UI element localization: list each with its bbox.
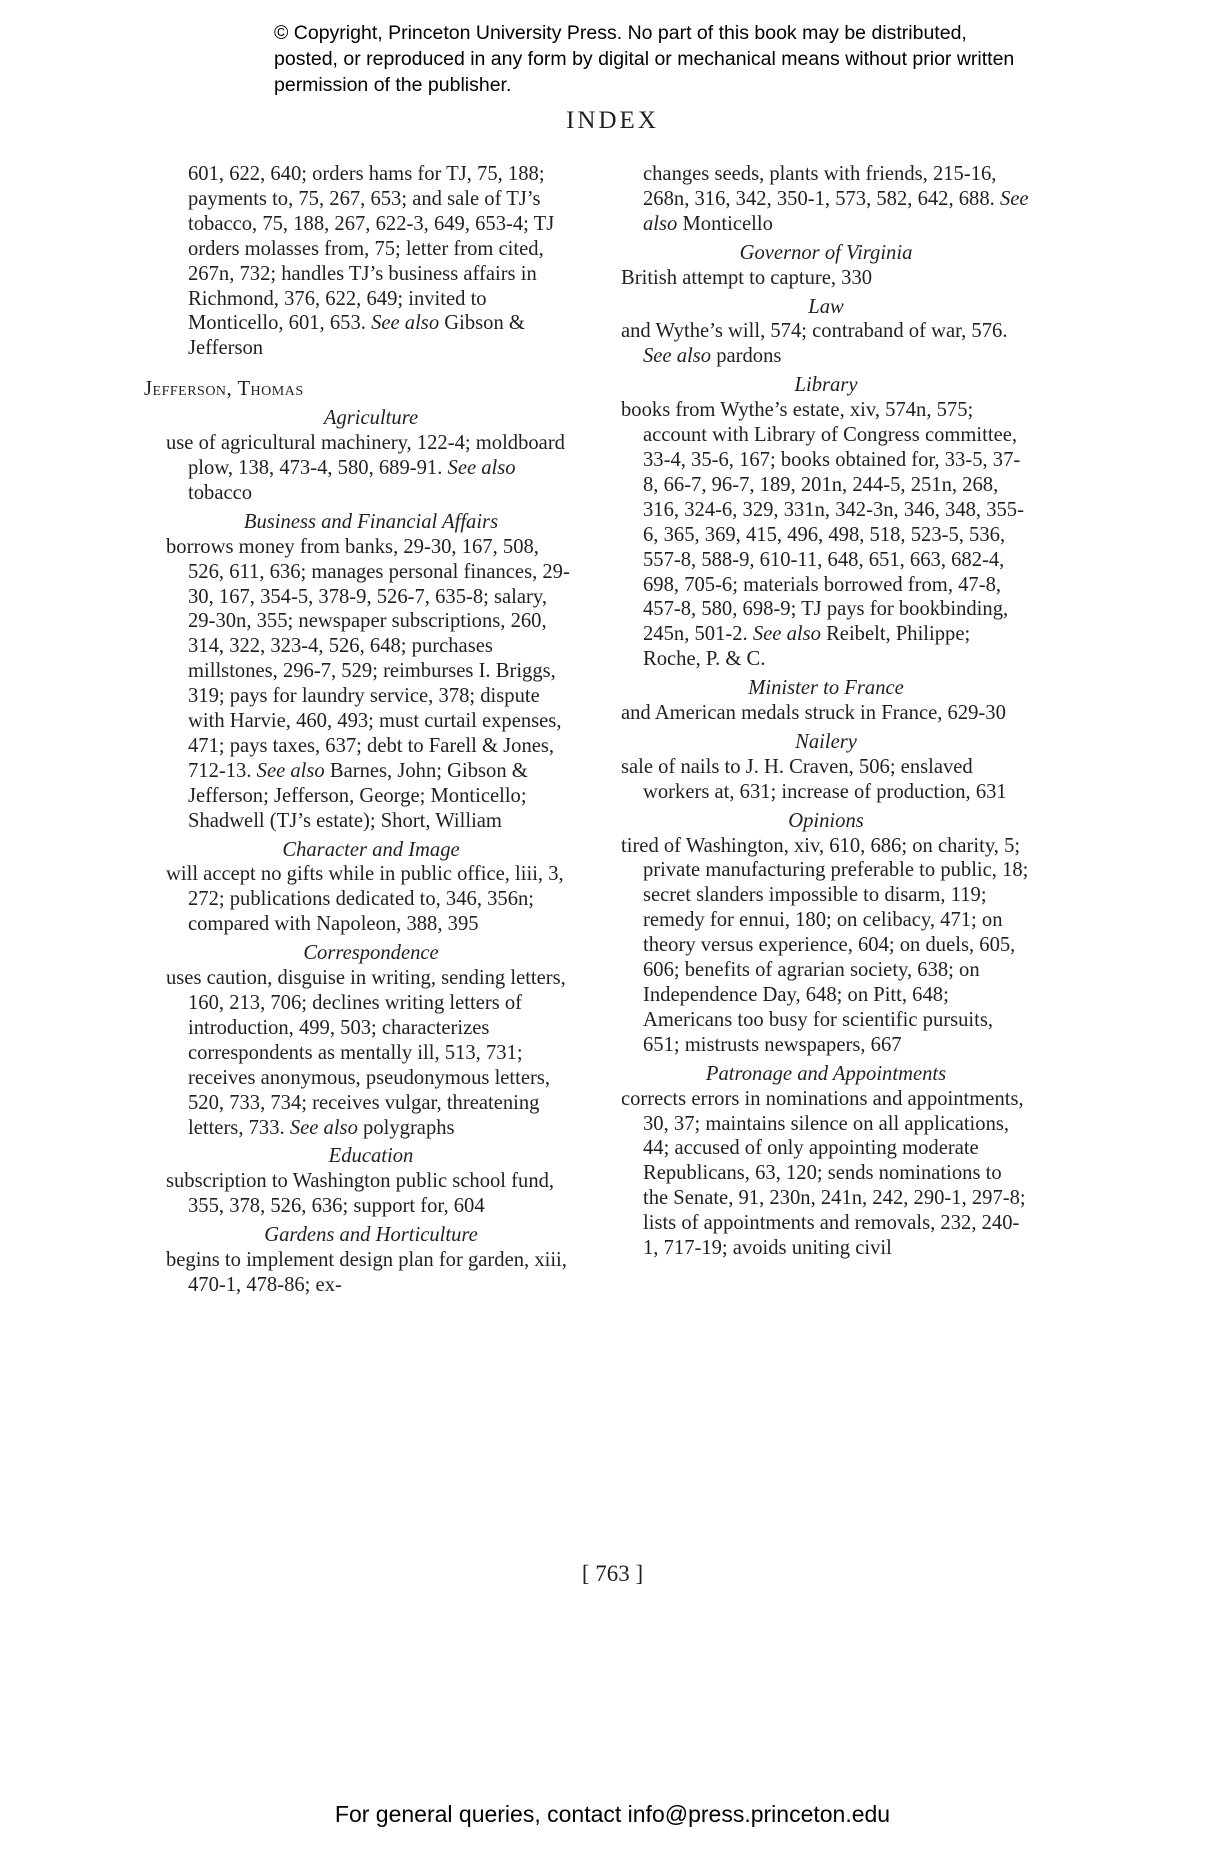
index-column-right — [621, 162, 1031, 1261]
subheading-agriculture: Agriculture — [323, 407, 419, 430]
entry-opinions: tired of Washington, xiv, 610, 686; on charity, 5; private manufacturing preferable to public, 18; secret slanders impossible to disarm, 119; remedy for ennui, 180; on celibacy, 471; on theory versus experience, 604; on duels, 605, 606; benefits of agrarian society, 638; on Independence Day, 648; on Pitt, 648; Americans too busy for scientific pursuits, 651; mistrusts newspapers, 667 — [621, 834, 1029, 1056]
running-head: INDEX — [566, 107, 659, 134]
entry-governor: British attempt to capture, 330 — [621, 266, 873, 289]
subheading-governor: Governor of Virginia — [739, 241, 913, 264]
entry-education: subscription to Washington public school fund, 355, 378, 526, 636; support for, 604 — [166, 1170, 555, 1218]
entry-business: borrows money from banks, 29-30, 167, 508, 526, 611, 636; manages personal finances, 29-30, 167, 354-5, 378-9, 526-7, 635-8; salary, 29-30n, 355; newspaper subscriptions, 260, 314, 322, 323-4, 526, 648; purchases millstones, 296-7, 529; reimburses I. Briggs, 319; pays for laundry service, 378; dispute with Harvie, 460, 493; must curtail expenses, 471; pays taxes, 637; debt to Farell & Jones, 712-13. See also Barnes, John; Gibson & Jefferson; Jefferson, George; Monticello; Shadwell (TJ’s estate); Short, William — [166, 535, 570, 832]
entry-agriculture: use of agricultural machinery, 122-4; moldboard plow, 138, 473-4, 580, 689-91. See also tobacco — [166, 432, 565, 504]
continued-entry: 601, 622, 640; orders hams for TJ, 75, 188; payments to, 75, 267, 653; and sale of TJ’s tobacco, 75, 188, 267, 622-3, 649, 653-4; TJ orders molasses from, 75; letter from cited, 267n, 732; handles TJ’s business affairs in Richmond, 376, 622, 649; invited to Monticello, 601, 653. See also Gibson & Jefferson — [188, 163, 555, 360]
page-number: [ 763 ] — [581, 1561, 644, 1586]
subheading-correspondence: Correspondence — [303, 942, 439, 965]
subheading-law: Law — [808, 295, 844, 318]
entry-nailery: sale of nails to J. H. Craven, 506; enslaved workers at, 631; increase of production, 631 — [621, 755, 1007, 803]
footer-contact: For general queries, contact info@press.princeton.edu — [334, 1801, 891, 1827]
entry-patronage: corrects errors in nominations and appointments, 30, 37; maintains silence on all applications, 44; accused of only appointing moderate Republicans, 63, 120; sends nominations to the Senate, 91, 230n, 241n, 242, 290-1, 297-8; lists of appointments and removals, 232, 240-1, 717-19; avoids uniting civil — [621, 1087, 1026, 1260]
subheading-patronage: Patronage and Appointments — [705, 1062, 947, 1085]
entry-gardens-continued: changes seeds, plants with friends, 215-16, 268n, 316, 342, 350-1, 573, 582, 642, 688. See also Monticello — [643, 163, 1029, 235]
entry-character: will accept no gifts while in public office, liii, 3, 272; publications dedicated to, 346, 356n; compared with Napoleon, 388, 395 — [166, 863, 564, 936]
subheading-gardens: Gardens and Horticulture — [264, 1224, 478, 1247]
subheading-opinions: Opinions — [788, 809, 864, 832]
entry-correspondence: uses caution, disguise in writing, sending letters, 160, 213, 706; declines writing letters of introduction, 499, 503; characterizes correspondents as mentally ill, 513, 731; receives anonymous, pseudonymous letters, 520, 733, 734; receives vulgar, threatening letters, 733. See also polygraphs — [166, 967, 566, 1139]
subheading-library: Library — [794, 374, 858, 397]
entry-law: and Wythe’s will, 574; contraband of war, 576. See also pardons — [621, 320, 1008, 368]
subheading-business: Business and Financial Affairs — [243, 510, 499, 533]
subheading-character: Character and Image — [282, 838, 460, 861]
index-column-left — [144, 162, 576, 1298]
entry-minister: and American medals struck in France, 629-30 — [621, 702, 1006, 725]
subheading-minister: Minister to France — [748, 677, 904, 700]
subheading-education: Education — [328, 1145, 414, 1168]
main-heading: Jefferson, Thomas — [144, 378, 304, 401]
copyright-notice: © Copyright, Princeton University Press. No part of this book may be distributed, posted, or reproduced in any form by digital or mechanical means without prior written permission of the publisher. — [274, 22, 1015, 96]
subheading-nailery: Nailery — [795, 730, 857, 753]
entry-gardens: begins to implement design plan for garden, xiii, 470-1, 478-86; ex- — [166, 1249, 567, 1296]
entry-library: books from Wythe’s estate, xiv, 574n, 575; account with Library of Congress committee, 33-4, 35-6, 167; books obtained for, 33-5, 37-8, 66-7, 96-7, 189, 201n, 244-5, 251n, 268, 316, 324-6, 329, 331n, 342-3n, 346, 348, 355-6, 365, 369, 415, 496, 498, 518, 523-5, 536, 557-8, 588-9, 610-11, 648, 651, 663, 682-4, 698, 705-6; materials borrowed from, 47-8, 457-8, 580, 698-9; TJ pays for bookbinding, 245n, 501-2. See also Reibelt, Philippe; Roche, P. & C. — [621, 399, 1024, 671]
